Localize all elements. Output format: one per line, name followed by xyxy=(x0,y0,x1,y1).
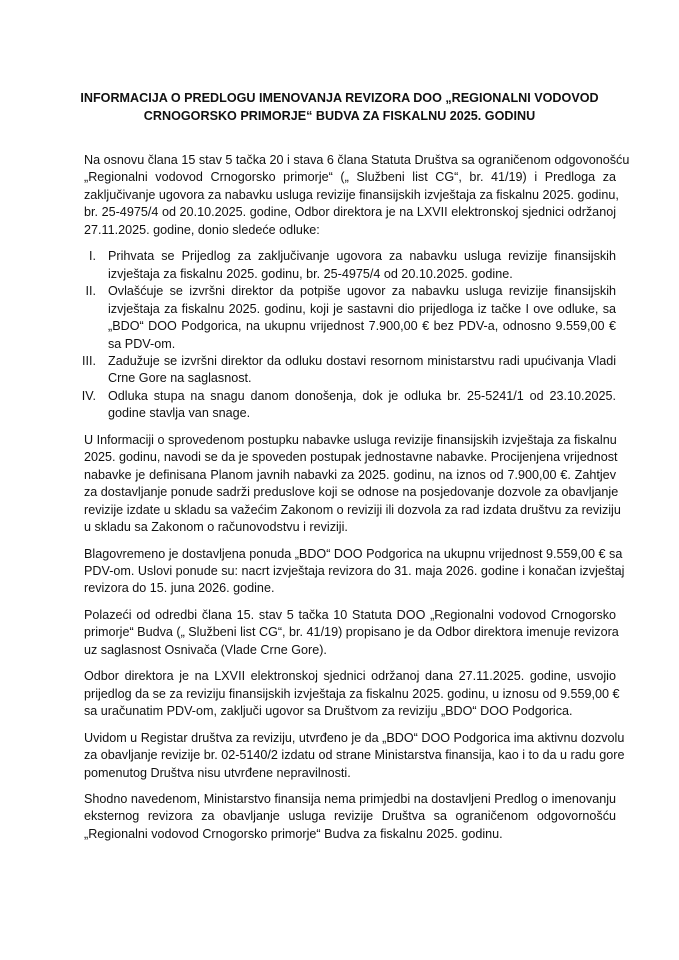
title-line: INFORMACIJA O PREDLOGU IMENOVANJA REVIZORA DOO „REGIONALNI VODOVOD xyxy=(80,91,599,105)
text-line: uz saglasnost Osnivača (Vlade Crne Gore). xyxy=(84,642,327,657)
body-paragraph xyxy=(84,432,621,537)
text-line: Odbor direktora je na LXVII elektronskoj sjednici održanoj dana 27.11.2025. godine, usvojio xyxy=(84,669,616,684)
text-line: zaključivanje ugovora za nabavku usluga revizije finansijskih izvještaja za fiskalnu 2025. godinu, xyxy=(84,187,619,202)
document-title xyxy=(0,89,679,125)
document-body xyxy=(81,152,630,852)
text-line: 2025. godinu, navodi se da je spoveden postupak jednostavne nabavke. Procijenjena vrijednost xyxy=(84,450,618,465)
text-line: Blagovremeno je dostavljena ponuda „BDO“ DOO Podgorica na ukupnu vrijednost 9.559,00 € sa xyxy=(84,546,623,561)
text-line: Prihvata se Prijedlog za zaključivanje ugovora za nabavku usluga revizije finansijskih xyxy=(108,249,616,264)
item-number: I. xyxy=(89,249,96,264)
intro-paragraph xyxy=(84,152,630,239)
text-line: revizora do 15. juna 2026. godine. xyxy=(84,581,275,596)
text-line: U Informaciji o sprovedenom postupku nabavke usluga revizije finansijskih izvještaja za fiskalnu xyxy=(84,432,617,447)
text-line: Na osnovu člana 15 stav 5 tačka 20 i stava 6 člana Statuta Društva sa ograničenom odgovonošću xyxy=(84,153,630,167)
decision-item xyxy=(84,283,616,353)
body-paragraph xyxy=(84,546,625,598)
text-line: izvještaja za fiskalnu 2025. godinu, br. 25-4975/4 od 20.10.2025. godine. xyxy=(108,266,513,281)
text-line: primorje“ Budva („ Službeni list CG“, br. 41/19) propisano je da Odbor direktora imenuje revizora xyxy=(84,625,619,640)
text-line: Zadužuje se izvršni direktor da odluku dostavi resornom ministarstvu radi upućivanja Vladi xyxy=(108,353,616,368)
decision-item xyxy=(84,248,616,283)
text-line: sa PDV-om. xyxy=(108,336,176,351)
decision-item xyxy=(84,353,616,388)
text-line: revizije izdate u skladu sa važećim Zakonom o reviziji ili dozvola za rad izdata društvu za reviziju xyxy=(84,502,621,517)
text-line: Crne Gore na saglasnost. xyxy=(108,371,252,386)
text-line: izvještaja za fiskalnu 2025. godinu, koji je sastavni dio prijedloga iz tačke I ove odluke, sa xyxy=(108,301,616,316)
item-number: III. xyxy=(82,353,96,368)
text-line: „BDO“ DOO Podgorica, na ukupnu vrijednost 7.900,00 € bez PDV-a, odnosno 9.559,00 € xyxy=(108,319,616,334)
body-paragraph xyxy=(84,730,625,782)
text-line: eksternog revizora za obavljanje usluga revizije Društva sa ograničenom odgovornošću xyxy=(84,809,616,824)
decisions-list xyxy=(81,248,616,423)
text-line: Shodno navedenom, Ministarstvo finansija nema primjedbi na dostavljeni Predlog o imenovanju xyxy=(84,791,617,806)
text-line: Odluka stupa na snagu danom donošenja, dok je odluka br. 25-5241/1 od 23.10.2025. xyxy=(108,388,616,403)
item-number: II. xyxy=(85,284,96,299)
text-line: prijedlog da se za reviziju finansijskih izvještaja za fiskalnu 2025. godinu, u iznosu od 9.559,00 € xyxy=(84,686,620,701)
text-line: pomenutog Društva nisu utvrđene nepravilnosti. xyxy=(84,765,351,780)
item-number: IV. xyxy=(81,388,96,403)
body-paragraph xyxy=(84,791,616,843)
text-line: br. 25-4975/4 od 20.10.2025. godine, Odbor direktora je na LXVII elektronskoj sjednici održanoj xyxy=(84,205,616,220)
text-line: za obavljanje revizije br. 02-5140/2 izdatu od strane Ministarstva finansija, kao i to da u radu gore xyxy=(84,748,625,763)
body-paragraph xyxy=(84,607,619,659)
text-line: 27.11.2025. godine, donio sledeće odluke: xyxy=(84,222,320,237)
text-line: Ovlašćuje se izvršni direktor da potpiše ugovor za nabavku usluga revizije finansijskih xyxy=(108,284,616,299)
decision-item xyxy=(81,388,616,423)
text-line: nabavke je definisana Planom javnih nabavki za 2025. godinu, na iznos od 7.900,00 €. Zahtjev xyxy=(84,467,616,482)
text-line: godine stavlja van snage. xyxy=(108,406,251,421)
body-paragraph xyxy=(84,668,620,720)
text-line: PDV-om. Uslovi ponude su: nacrt izvještaja revizora do 31. maja 2026. godine i konačan izvještaj xyxy=(84,563,625,578)
text-line: Polazeći od odredbi člana 15. stav 5 tačka 10 Statuta DOO „Regionalni vodovod Crnogorsko xyxy=(84,607,616,622)
text-line: za dostavljanje ponude sadrži preduslove koji se odnose na posjedovanje dozvole za obavljanje xyxy=(84,485,619,500)
text-line: „Regionalni vodovod Crnogorsko primorje“ („ Službeni list CG“, br. 41/19) i Predloga za xyxy=(84,170,616,185)
title-line: CRNOGORSKO PRIMORJE“ BUDVA ZA FISKALNU 2025. GODINU xyxy=(143,109,536,123)
text-line: Uvidom u Registar društva za reviziju, utvrđeno je da „BDO“ DOO Podgorica ima aktivnu dozvolu xyxy=(84,730,625,745)
text-line: sa uračunatim PDV-om, zaključi ugovor sa Društvom za reviziju „BDO“ DOO Podgorica. xyxy=(84,704,573,719)
text-line: u skladu sa Zakonom o računovodstvu i reviziji. xyxy=(84,520,348,535)
text-line: „Regionalni vodovod Crnogorsko primorje“ Budva za fiskalnu 2025. godinu. xyxy=(84,826,503,841)
